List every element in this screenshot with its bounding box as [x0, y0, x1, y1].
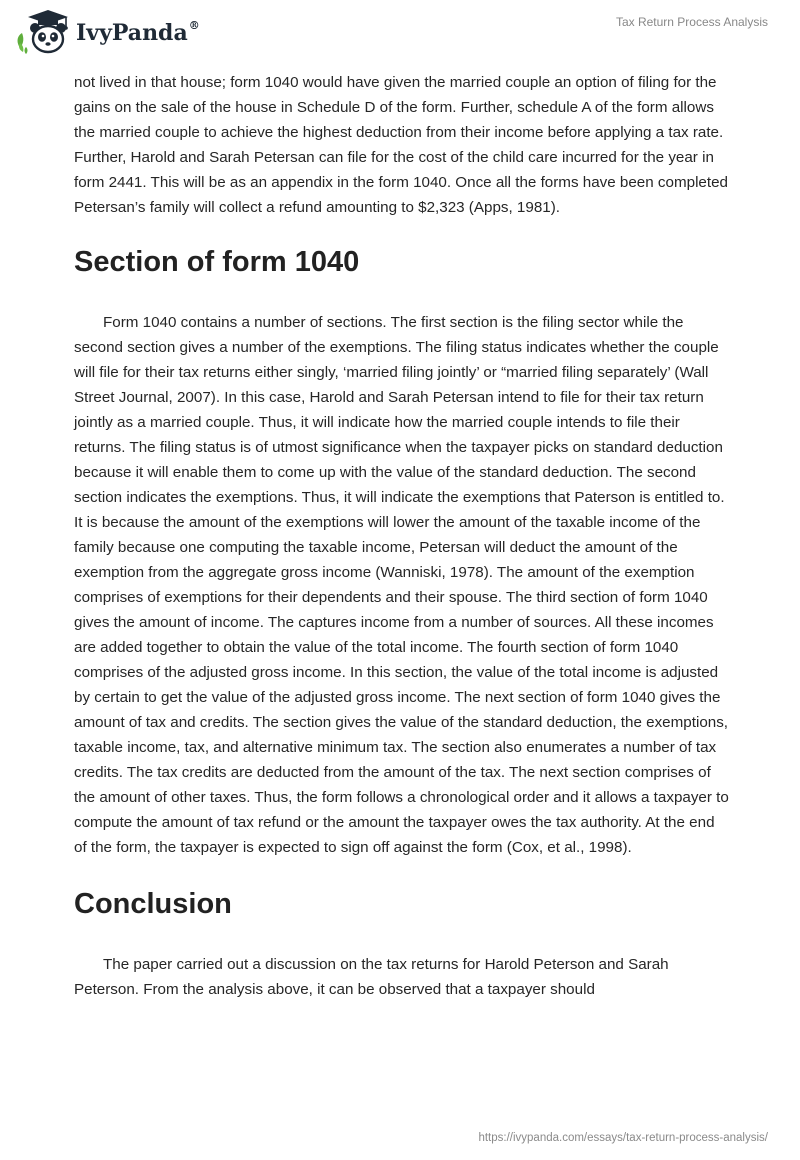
section-paragraph-form-1040: Form 1040 contains a number of sections. The first section is the filing sector while the second section gives a number of the exemptions. The filing status indicates whether the couple will file for their tax returns either singly, ‘married filing jointly’ or “married filing separately’ (Wall Street Journal, 2007). In this case, Harold and Sarah Petersan intend to file for their tax return jointly as a married couple. Thus, it will indicate how the married couple intends to file their returns. The filing status is of utmost significance when the taxpayer picks on standard deduction because it will enable them to come up with the value of the standard deduction. The second section indicates the exemptions. Thus, it will indicate the exemptions that Paterson is entitled to. It is because the amount of the exemptions will lower the amount of the taxable income of the family because one computing the taxable income, Petersan will deduct the amount of the exemption from the aggregate gross income (Wanniski, 1978). The amount of the exemption comprises of exemptions for their dependents and their spouse. The third section of form 1040 gives the amount of income. The captures income from a number of sources. All these incomes are added together to obtain the value of the total income. The fourth section of form 1040 comprises of the adjusted gross income. In this section, the value of the total income is adjusted by certain to get the value of the adjusted gross income. The next section of form 1040 gives the amount of tax and credits. The section gives the value of the standard deduction, the exemptions, taxable income, tax, and alternative minimum tax. The section also enumerates a number of tax credits. The tax credits are deducted from the amount of the tax. The next section comprises of the amount of other taxes. Thus, the form follows a chronological order and it allows a taxpayer to compute the amount of tax refund or the amount the taxpayer owes the tax authority. At the end of the form, the taxpayer is expected to sign off against the form (Cox, et al., 1998).	[74, 314, 729, 856]
brand-name: IvyPanda®	[76, 18, 200, 46]
source-url-link[interactable]: https://ivypanda.com/essays/tax-return-process-analysis/	[478, 1132, 768, 1144]
essay-content	[74, 70, 730, 1002]
intro-paragraph: not lived in that house; form 1040 would have given the married couple an option of filing for the gains on the sale of the house in Schedule D of the form. Further, schedule A of the form allows the married couple to achieve the highest deduction from their income before applying a tax rate. Further, Harold and Sarah Petersan can file for the cost of the child care incurred for the year in form 2441. This will be as an appendix in the form 1040. Once all the forms have been completed Petersan’s family will collect a refund amounting to $2,323 (Apps, 1981).	[74, 74, 728, 216]
running-title: Tax Return Process Analysis	[615, 15, 768, 29]
section-heading-form-1040: Section of form 1040	[74, 246, 360, 278]
panda-logo-icon	[14, 8, 72, 56]
section-heading-conclusion: Conclusion	[74, 888, 232, 920]
page-header	[0, 0, 800, 66]
brand-logo[interactable]	[14, 8, 200, 56]
section-paragraph-conclusion: The paper carried out a discussion on the tax returns for Harold Peterson and Sarah Peterson. From the analysis above, it can be observed that a taxpayer should	[74, 956, 669, 998]
